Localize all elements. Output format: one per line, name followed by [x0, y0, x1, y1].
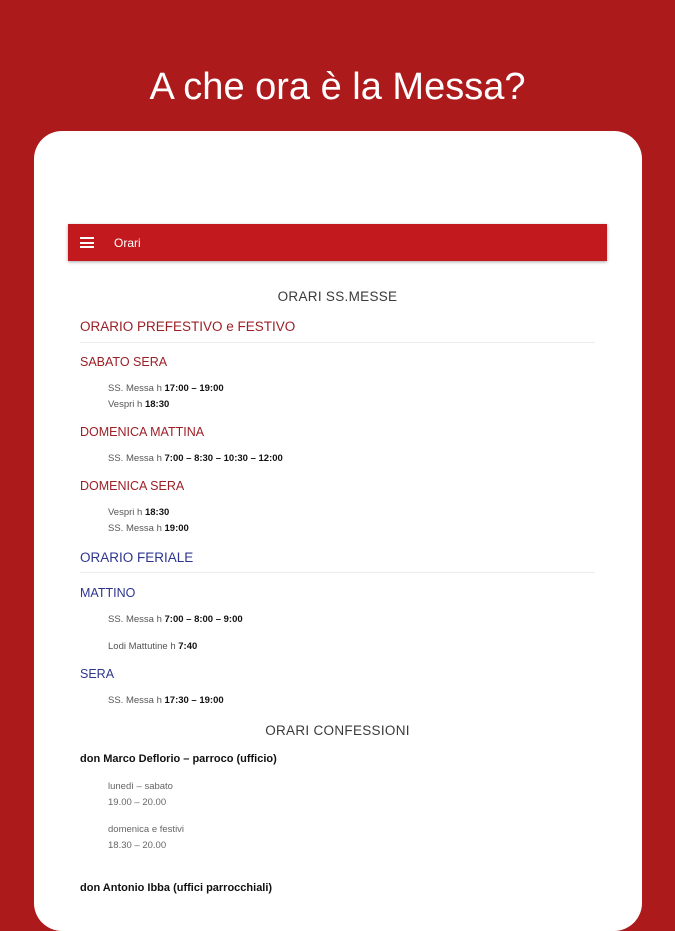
- confessor-name: don Antonio Ibba (uffici parrocchiali): [80, 882, 273, 894]
- schedule-line: Vespri h 18:30: [108, 399, 170, 410]
- divider: [80, 342, 595, 343]
- mattino-title: MATTINO: [80, 586, 136, 600]
- app-bar: [68, 224, 607, 261]
- schedule-line: SS. Messa h 7:00 – 8:00 – 9:00: [108, 614, 243, 625]
- headline: A che ora è la Messa?: [149, 66, 526, 108]
- confessions-heading: ORARI CONFESSIONI: [265, 723, 410, 738]
- confessor-name: don Marco Deflorio – parroco (ufficio): [80, 753, 277, 765]
- tablet-screen: [34, 131, 642, 931]
- schedule-line: SS. Messa h 7:00 – 8:30 – 10:30 – 12:00: [108, 453, 283, 464]
- schedule-line: SS. Messa h 17:30 – 19:00: [108, 695, 224, 706]
- divider: [80, 572, 595, 573]
- feriale-section-title: ORARIO FERIALE: [80, 550, 194, 565]
- confession-time: 18.30 – 20.00: [108, 840, 167, 851]
- app-bar-title: Orari: [114, 235, 141, 250]
- schedule-line: Lodi Mattutine h 7:40: [108, 641, 198, 652]
- schedule-line: Vespri h 18:30: [108, 507, 170, 518]
- masses-heading: ORARI SS.MESSE: [277, 289, 398, 304]
- confession-days: domenica e festivi: [108, 824, 185, 835]
- schedule-line: SS. Messa h 19:00: [108, 523, 189, 534]
- sera-title: SERA: [80, 667, 115, 681]
- domenica-mattina-title: DOMENICA MATTINA: [80, 425, 205, 439]
- hamburger-menu-icon[interactable]: [80, 237, 94, 248]
- sabato-sera-title: SABATO SERA: [80, 355, 168, 369]
- festivo-section-title: ORARIO PREFESTIVO e FESTIVO: [80, 319, 296, 334]
- confession-time: 19.00 – 20.00: [108, 797, 167, 808]
- schedule-line: SS. Messa h 17:00 – 19:00: [108, 383, 224, 394]
- domenica-sera-title: DOMENICA SERA: [80, 479, 185, 493]
- confession-days: lunedì – sabato: [108, 781, 173, 792]
